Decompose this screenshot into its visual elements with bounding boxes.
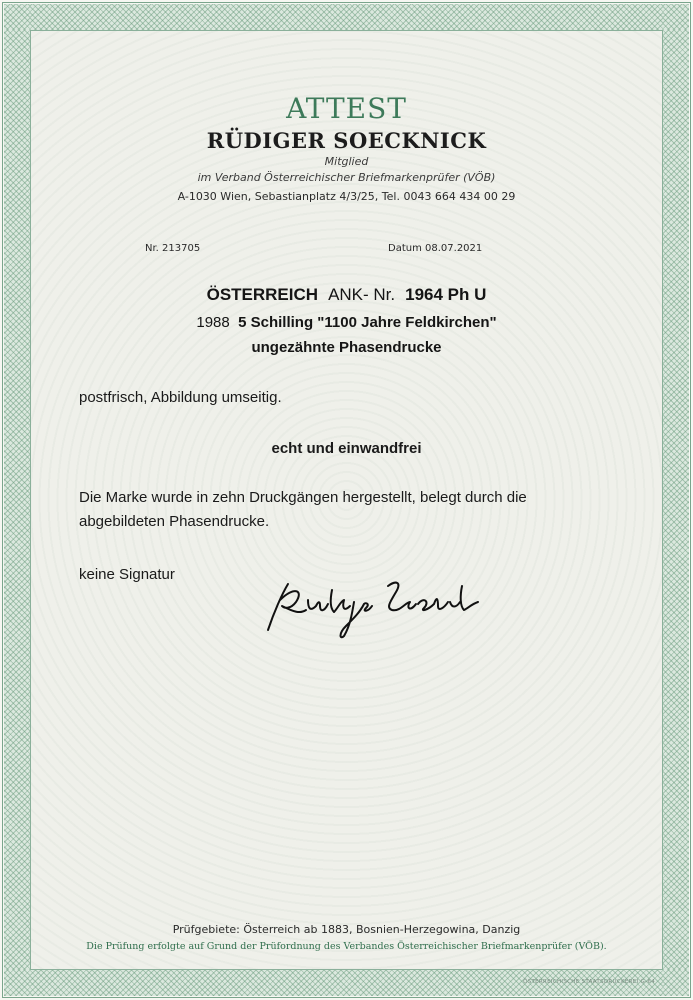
country: ÖSTERREICH (206, 285, 319, 304)
handwritten-signature (260, 572, 490, 642)
certificate-number: Nr. 213705 (145, 243, 201, 254)
note-line-2: abgebildeten Phasendrucke. (79, 513, 270, 530)
regulation-note: Die Prüfung erfolgte auf Grund der Prüfordnung des Verbandes Österreichischer Briefmarkenprüfer (VÖB). (86, 941, 607, 952)
catalog-line (0, 285, 693, 305)
catalog-number: 1964 Ph U (405, 285, 487, 304)
issue-year: 1988 (196, 314, 230, 331)
stamp-description: 5 Schilling "1100 Jahre Feldkirchen" (238, 314, 497, 331)
variety: ungezähnte Phasendrucke (251, 339, 442, 356)
printer-imprint: ÖSTERREICHISCHE STAATSDRUCKEREI G-64 (523, 979, 655, 985)
signature-note: keine Signatur (79, 566, 175, 583)
condition-text: postfrisch, Abbildung umseitig. (79, 389, 282, 406)
certificate-title: ATTEST (286, 92, 407, 125)
membership-label: Mitglied (324, 155, 369, 168)
note-line-1: Die Marke wurde in zehn Druckgängen hergestellt, belegt durch die (79, 489, 527, 506)
address-line: A-1030 Wien, Sebastianplatz 4/3/25, Tel. 0043 664 434 00 29 (177, 190, 516, 203)
verdict-text: echt und einwandfrei (271, 440, 422, 457)
stamp-description-line (0, 314, 693, 331)
exam-areas: Prüfgebiete: Österreich ab 1883, Bosnien-Herzegowina, Danzig (172, 923, 521, 936)
examiner-name: RÜDIGER SOECKNICK (206, 128, 487, 153)
certificate-date: Datum 08.07.2021 (388, 243, 483, 254)
catalog-label: ANK- Nr. (328, 285, 396, 304)
association-line: im Verband Österreichischer Briefmarkenprüfer (VÖB) (197, 171, 496, 184)
